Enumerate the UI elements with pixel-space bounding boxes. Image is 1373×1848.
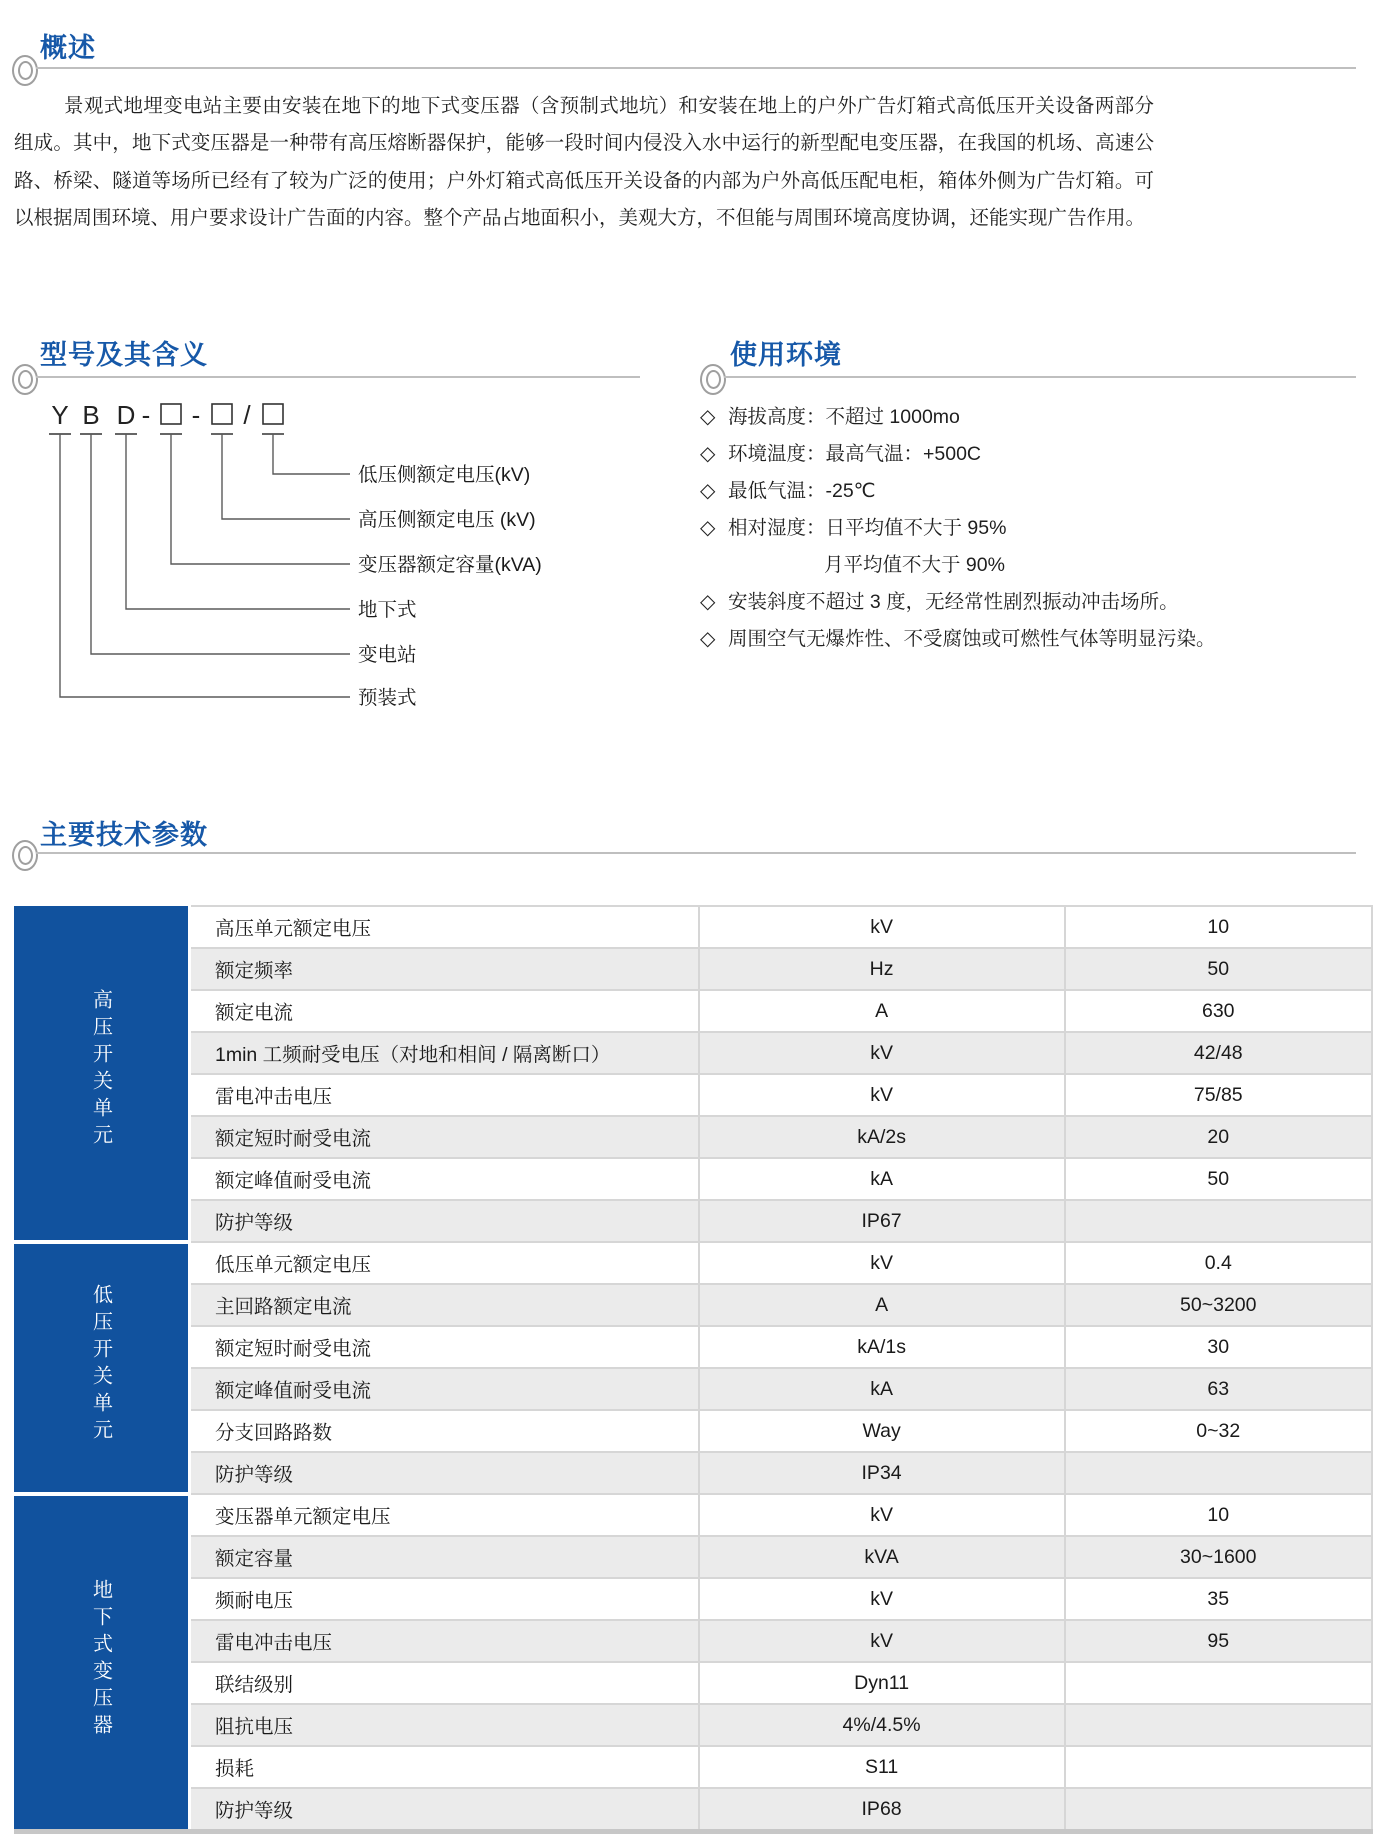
spec-param-cell: 雷电冲击电压 bbox=[190, 1620, 699, 1662]
environment-item-text: 安装斜度不超过 3 度，无经常性剧烈振动冲击场所。 bbox=[728, 591, 1179, 613]
spec-row bbox=[14, 1788, 1372, 1832]
model-code-letter: - bbox=[191, 400, 201, 430]
spec-param-cell: 损耗 bbox=[190, 1746, 699, 1788]
model-code-label: 低压侧额定电压(kV) bbox=[358, 464, 531, 486]
spec-unit-cell: kV bbox=[699, 1074, 1065, 1116]
spec-row bbox=[14, 1158, 1372, 1200]
model-code-letter: Y bbox=[51, 400, 69, 430]
section-ornament-icon bbox=[12, 840, 38, 871]
environment-item-text: 最低气温：-25℃ bbox=[728, 480, 876, 502]
spec-unit-cell: A bbox=[699, 1284, 1065, 1326]
spec-value-cell bbox=[1065, 1452, 1372, 1494]
model-code-box bbox=[212, 404, 232, 424]
spec-param-cell: 额定短时耐受电流 bbox=[190, 1116, 699, 1158]
spec-value-cell bbox=[1065, 1662, 1372, 1704]
spec-unit-cell: kA bbox=[699, 1158, 1065, 1200]
section-rule bbox=[36, 376, 640, 378]
spec-value-cell: 35 bbox=[1065, 1578, 1372, 1620]
spec-param-cell: 额定频率 bbox=[190, 948, 699, 990]
spec-unit-cell: Hz bbox=[699, 948, 1065, 990]
diamond-icon: ◇ bbox=[700, 628, 716, 650]
spec-value-cell: 30 bbox=[1065, 1326, 1372, 1368]
diamond-icon: ◇ bbox=[700, 517, 716, 539]
spec-param-cell: 主回路额定电流 bbox=[190, 1284, 699, 1326]
spec-row bbox=[14, 1410, 1372, 1452]
environment-item bbox=[700, 552, 1365, 579]
section-rule bbox=[36, 852, 1356, 854]
section-rule bbox=[36, 67, 1356, 69]
spec-value-cell bbox=[1065, 1704, 1372, 1746]
spec-value-cell: 0~32 bbox=[1065, 1410, 1372, 1452]
spec-unit-cell: IP34 bbox=[699, 1452, 1065, 1494]
spec-unit-cell: S11 bbox=[699, 1746, 1065, 1788]
spec-unit-cell: kV bbox=[699, 1620, 1065, 1662]
spec-unit-cell: IP68 bbox=[699, 1788, 1065, 1832]
environment-item bbox=[700, 478, 1365, 505]
spec-row bbox=[14, 1116, 1372, 1158]
overview-paragraph: 景观式地埋变电站主要由安装在地下的地下式变压器（含预制式地坑）和安装在地上的户外广告灯箱式高低压开关设备两部分组成。其中，地下式变压器是一种带有高压熔断器保护，能够一段时间内侵没入水中运行的新型配电变压器，在我国的机场、高速公路、桥梁、隧道等场所已经有了较为广泛的使用；户外灯箱式高低压开关设备的内部为户外高低压配电柜，箱体外侧为广告灯箱。可以根据周围环境、用户要求设计广告面的内容。整个产品占地面积小，美观大方，不但能与周围环境高度协调，还能实现广告作用。 bbox=[14, 95, 1154, 230]
spec-unit-cell: kVA bbox=[699, 1536, 1065, 1578]
environment-item bbox=[700, 404, 1365, 431]
spec-param-cell: 额定峰值耐受电流 bbox=[190, 1158, 699, 1200]
model-code-label: 高压侧额定电压 (kV) bbox=[358, 509, 536, 531]
spec-row bbox=[14, 1494, 1372, 1536]
spec-row bbox=[14, 1200, 1372, 1242]
spec-value-cell: 10 bbox=[1065, 906, 1372, 948]
model-code-letter: - bbox=[141, 400, 151, 430]
section-ornament-icon bbox=[700, 364, 726, 395]
spec-value-cell: 63 bbox=[1065, 1368, 1372, 1410]
spec-unit-cell: kA bbox=[699, 1368, 1065, 1410]
spec-unit-cell: kV bbox=[699, 906, 1065, 948]
spec-unit-cell: kV bbox=[699, 1032, 1065, 1074]
spec-value-cell: 30~1600 bbox=[1065, 1536, 1372, 1578]
spec-row bbox=[14, 1284, 1372, 1326]
overview-title: 概述 bbox=[40, 33, 96, 63]
model-code-box bbox=[161, 404, 181, 424]
spec-row bbox=[14, 906, 1372, 948]
section-ornament-icon bbox=[12, 55, 38, 86]
environment-item-text: 相对湿度：日平均值不大于 95% bbox=[728, 517, 1007, 539]
model-code-label: 变压器额定容量(kVA) bbox=[358, 554, 542, 576]
spec-row bbox=[14, 1662, 1372, 1704]
spec-unit-cell: kV bbox=[699, 1578, 1065, 1620]
spec-row bbox=[14, 1578, 1372, 1620]
specs-title: 主要技术参数 bbox=[40, 820, 208, 850]
spec-group-cell bbox=[14, 1242, 190, 1494]
spec-value-cell: 95 bbox=[1065, 1620, 1372, 1662]
spec-unit-cell: Way bbox=[699, 1410, 1065, 1452]
spec-row bbox=[14, 1326, 1372, 1368]
spec-group-label: 地下式变压器 bbox=[89, 1578, 112, 1741]
environment-item-text: 周围空气无爆炸性、不受腐蚀或可燃性气体等明显污染。 bbox=[728, 628, 1216, 650]
spec-param-cell: 变压器单元额定电压 bbox=[190, 1494, 699, 1536]
spec-param-cell: 联结级别 bbox=[190, 1662, 699, 1704]
spec-param-cell: 防护等级 bbox=[190, 1452, 699, 1494]
spec-value-cell bbox=[1065, 1200, 1372, 1242]
spec-value-cell: 42/48 bbox=[1065, 1032, 1372, 1074]
spec-row bbox=[14, 1746, 1372, 1788]
section-ornament-icon bbox=[12, 364, 38, 395]
diamond-icon: ◇ bbox=[700, 480, 716, 502]
environment-item-text: 环境温度：最高气温：+500C bbox=[728, 443, 982, 465]
spec-row bbox=[14, 1704, 1372, 1746]
spec-group-cell bbox=[14, 1494, 190, 1832]
spec-value-cell: 75/85 bbox=[1065, 1074, 1372, 1116]
spec-unit-cell: Dyn11 bbox=[699, 1662, 1065, 1704]
spec-value-cell: 20 bbox=[1065, 1116, 1372, 1158]
diamond-icon: ◇ bbox=[700, 443, 716, 465]
spec-unit-cell: kA/1s bbox=[699, 1326, 1065, 1368]
spec-param-cell: 防护等级 bbox=[190, 1788, 699, 1832]
spec-param-cell: 额定电流 bbox=[190, 990, 699, 1032]
spec-row bbox=[14, 948, 1372, 990]
model-code-letter: / bbox=[243, 400, 251, 430]
spec-group-label: 低压开关单元 bbox=[89, 1284, 112, 1446]
model-code-label: 预装式 bbox=[358, 687, 417, 709]
environment-item bbox=[700, 626, 1365, 653]
model-code-label: 变电站 bbox=[358, 644, 417, 666]
model-code-diagram bbox=[40, 392, 640, 722]
spec-row bbox=[14, 1452, 1372, 1494]
spec-value-cell bbox=[1065, 1788, 1372, 1832]
spec-value-cell: 50 bbox=[1065, 1158, 1372, 1200]
spec-row bbox=[14, 1620, 1372, 1662]
spec-group-cell bbox=[14, 906, 190, 1242]
spec-param-cell: 额定峰值耐受电流 bbox=[190, 1368, 699, 1410]
spec-param-cell: 频耐电压 bbox=[190, 1578, 699, 1620]
spec-param-cell: 分支回路路数 bbox=[190, 1410, 699, 1452]
spec-param-cell: 低压单元额定电压 bbox=[190, 1242, 699, 1284]
environment-item bbox=[700, 441, 1365, 468]
environment-item bbox=[700, 589, 1365, 616]
diamond-icon: ◇ bbox=[700, 591, 716, 613]
model-code-label: 地下式 bbox=[358, 599, 417, 621]
spec-row bbox=[14, 1242, 1372, 1284]
spec-row bbox=[14, 1368, 1372, 1410]
spec-value-cell: 0.4 bbox=[1065, 1242, 1372, 1284]
spec-value-cell: 50~3200 bbox=[1065, 1284, 1372, 1326]
model-title: 型号及其含义 bbox=[40, 340, 208, 370]
spec-param-cell: 高压单元额定电压 bbox=[190, 906, 699, 948]
model-code-letter: B bbox=[82, 400, 100, 430]
spec-value-cell: 630 bbox=[1065, 990, 1372, 1032]
spec-unit-cell: kV bbox=[699, 1494, 1065, 1536]
spec-param-cell: 雷电冲击电压 bbox=[190, 1074, 699, 1116]
spec-unit-cell: IP67 bbox=[699, 1200, 1065, 1242]
environment-item-text: 月平均值不大于 90% bbox=[824, 554, 1005, 576]
spec-value-cell bbox=[1065, 1746, 1372, 1788]
spec-row bbox=[14, 1032, 1372, 1074]
spec-unit-cell: kV bbox=[699, 1242, 1065, 1284]
spec-param-cell: 额定容量 bbox=[190, 1536, 699, 1578]
section-rule bbox=[724, 376, 1356, 378]
spec-param-cell: 防护等级 bbox=[190, 1200, 699, 1242]
spec-param-cell: 1min 工频耐受电压（对地和相间 / 隔离断口） bbox=[190, 1032, 699, 1074]
diamond-icon: ◇ bbox=[700, 406, 716, 428]
environment-title: 使用环境 bbox=[730, 340, 842, 370]
spec-param-cell: 额定短时耐受电流 bbox=[190, 1326, 699, 1368]
spec-unit-cell: A bbox=[699, 990, 1065, 1032]
spec-group-label: 高压开关单元 bbox=[89, 989, 112, 1151]
model-code-box bbox=[263, 404, 283, 424]
spec-row bbox=[14, 1074, 1372, 1116]
environment-item bbox=[700, 515, 1365, 542]
model-code-letter: D bbox=[116, 400, 136, 430]
spec-param-cell: 阻抗电压 bbox=[190, 1704, 699, 1746]
environment-list bbox=[700, 404, 1365, 663]
spec-unit-cell: kA/2s bbox=[699, 1116, 1065, 1158]
spec-value-cell: 10 bbox=[1065, 1494, 1372, 1536]
environment-item-text: 海拔高度：不超过 1000mo bbox=[728, 406, 960, 428]
spec-unit-cell: 4%/4.5% bbox=[699, 1704, 1065, 1746]
spec-row bbox=[14, 1536, 1372, 1578]
specs-table bbox=[14, 905, 1373, 1834]
spec-row bbox=[14, 990, 1372, 1032]
spec-value-cell: 50 bbox=[1065, 948, 1372, 990]
